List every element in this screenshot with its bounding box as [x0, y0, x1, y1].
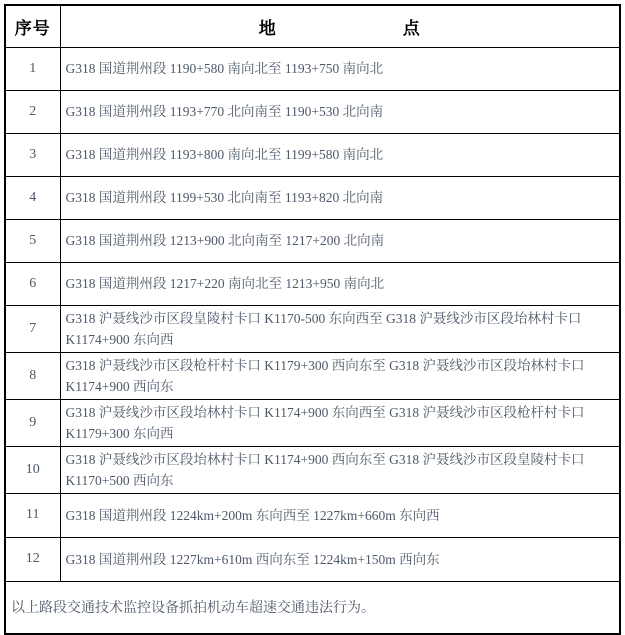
row-number-cell: 7: [5, 305, 60, 352]
table-row: [5, 133, 620, 176]
location-cell: G318 国道荆州段 1190+580 南向北至 1193+750 南向北: [60, 47, 620, 90]
table-row: [5, 493, 620, 537]
row-number-cell: 4: [5, 176, 60, 219]
table-row: [5, 219, 620, 262]
location-cell: G318 国道荆州段 1227km+610m 西向东至 1224km+150m 西向东: [60, 537, 620, 581]
header-location-column: 地 点: [60, 5, 620, 47]
row-number-cell: 2: [5, 90, 60, 133]
row-number-cell: 11: [5, 493, 60, 537]
location-cell: G318 国道荆州段 1224km+200m 东向西至 1227km+660m 东向西: [60, 493, 620, 537]
location-cell: G318 沪聂线沙市区段枪杆村卡口 K1179+300 西向东至 G318 沪聂线沙市区段坮林村卡口 K1174+900 西向东: [60, 352, 620, 399]
row-number-cell: 3: [5, 133, 60, 176]
table-row: [5, 446, 620, 493]
table-row: [5, 176, 620, 219]
location-cell: G318 国道荆州段 1193+770 北向南至 1190+530 北向南: [60, 90, 620, 133]
location-cell: G318 国道荆州段 1199+530 北向南至 1193+820 北向南: [60, 176, 620, 219]
row-number-cell: 8: [5, 352, 60, 399]
speed-camera-location-table: [4, 4, 621, 635]
table-footer-row: [5, 581, 620, 634]
location-cell: G318 国道荆州段 1217+220 南向北至 1213+950 南向北: [60, 262, 620, 305]
row-number-cell: 5: [5, 219, 60, 262]
row-number-cell: 9: [5, 399, 60, 446]
table-row: [5, 399, 620, 446]
table-row: [5, 352, 620, 399]
table-row: [5, 47, 620, 90]
table-row: [5, 90, 620, 133]
location-cell: G318 沪聂线沙市区段坮林村卡口 K1174+900 西向东至 G318 沪聂线沙市区段皇陵村卡口 K1170+500 西向东: [60, 446, 620, 493]
table-row: [5, 537, 620, 581]
row-number-cell: 1: [5, 47, 60, 90]
location-cell: G318 国道荆州段 1213+900 北向南至 1217+200 北向南: [60, 219, 620, 262]
table-header-row: [5, 5, 620, 47]
row-number-cell: 6: [5, 262, 60, 305]
location-cell: G318 沪聂线沙市区段坮林村卡口 K1174+900 东向西至 G318 沪聂线沙市区段枪杆村卡口 K1179+300 东向西: [60, 399, 620, 446]
row-number-cell: 10: [5, 446, 60, 493]
location-cell: G318 国道荆州段 1193+800 南向北至 1199+580 南向北: [60, 133, 620, 176]
table-row: [5, 262, 620, 305]
footer-note: 以上路段交通技术监控设备抓拍机动车超速交通违法行为。: [5, 581, 620, 634]
location-cell: G318 沪聂线沙市区段皇陵村卡口 K1170-500 东向西至 G318 沪聂线沙市区段坮林村卡口 K1174+900 东向西: [60, 305, 620, 352]
header-no-column: 序号: [5, 5, 60, 47]
row-number-cell: 12: [5, 537, 60, 581]
table-row: [5, 305, 620, 352]
